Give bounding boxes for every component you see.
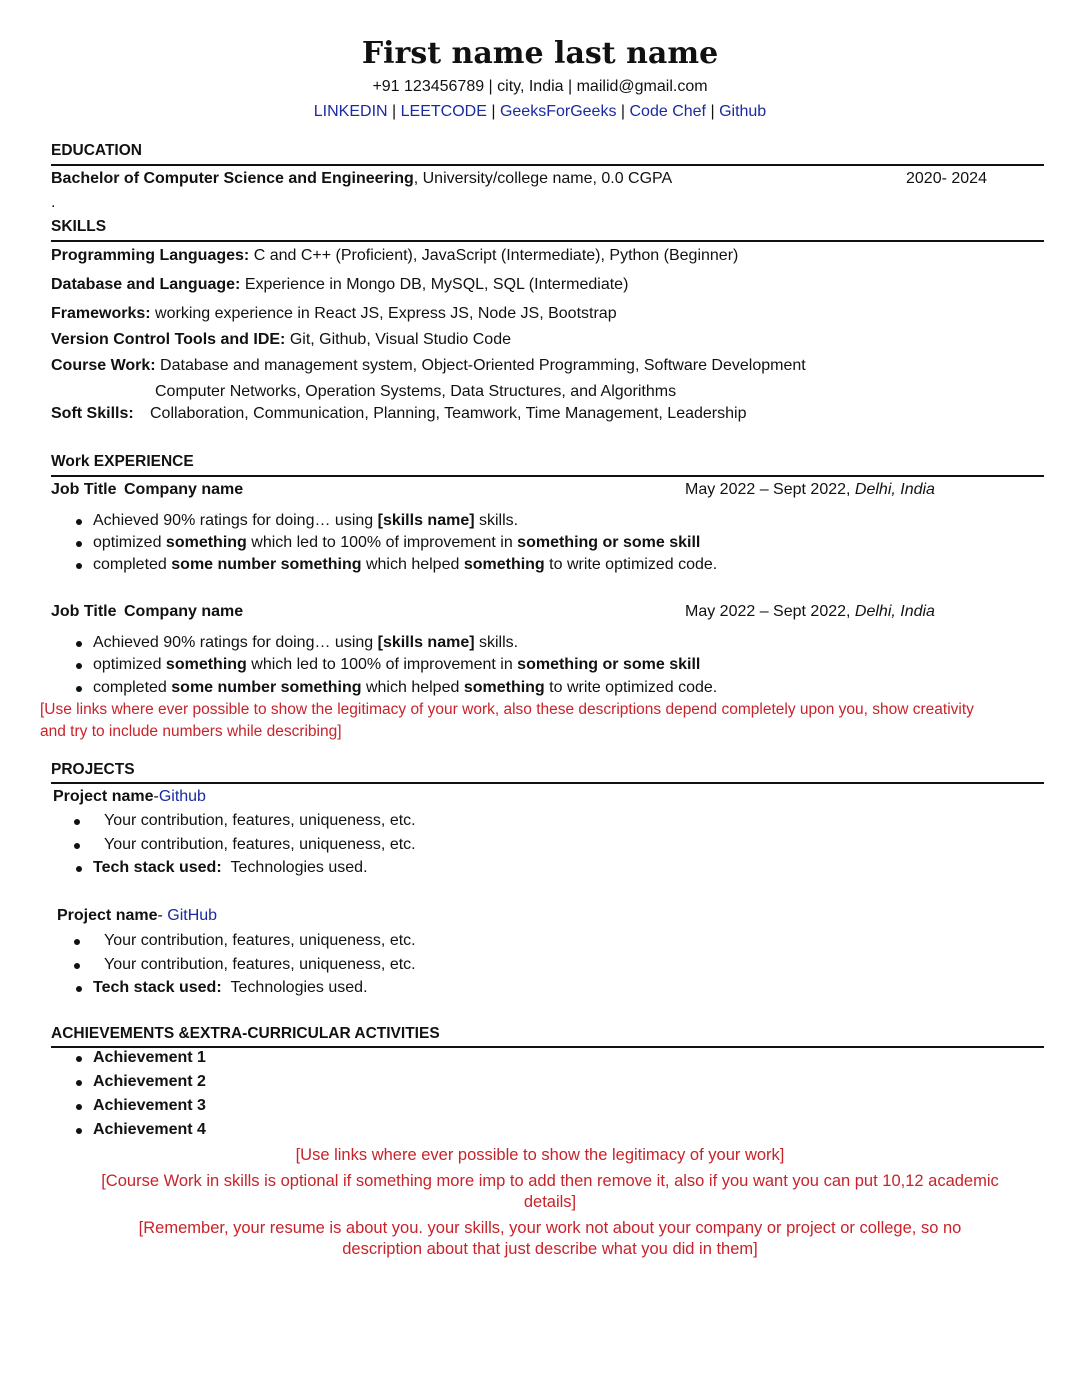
tech-stack-label: Tech stack used: [93,859,222,876]
bullet-bold: [skills name] [377,634,475,651]
company-name: Company name [124,603,244,620]
skill-label: Soft Skills: [51,405,134,422]
bullet-icon [76,1080,82,1086]
experience-note-line-2: and try to include numbers while describing] [40,723,342,740]
project-link-prefix: - [157,907,168,924]
skill-label: Version Control Tools and IDE: [51,331,286,348]
skill-value: Experience in Mongo DB, MySQL, SQL (Intermediate) [240,276,629,293]
job-title: Job Title [51,603,117,620]
note-coursework: [Course Work in skills is optional if something more imp to add then remove it, also if you want you can put 10,12 academic details] [101,1172,999,1211]
job-bullet [93,634,518,652]
job-title: Job Title [51,481,117,498]
github-link[interactable]: Github [719,103,767,120]
geeksforgeeks-link[interactable]: GeeksForGeeks [499,103,617,120]
section-divider [51,240,1044,242]
skill-line-database [51,276,628,294]
skill-value: Database and management system, Object-Oriented Programming, Software Development [155,357,806,374]
job-location: Delhi, India [854,481,935,498]
bullet-text: to write optimized code. [544,679,718,696]
bullet-text: completed [93,679,172,696]
bullet-bold: some number something [171,556,362,573]
skill-line-soft-value: Collaboration, Communication, Planning, Teamwork, Time Management, Leadership [150,405,747,422]
project-link-prefix: - [153,788,159,805]
achievement-item: Achievement 2 [93,1073,206,1090]
degree-detail: , University/college name, 0.0 CGPA [413,170,673,187]
tech-stack-value: Technologies used. [230,859,368,876]
contact-line: +91 123456789 | city, India | mailid@gmail.com [372,78,708,95]
bullet-text: optimized [93,534,166,551]
project-title [53,788,206,806]
bullet-bold: [skills name] [377,512,475,529]
link-separator: | [620,103,626,120]
skill-label: Database and Language: [51,276,241,293]
experience-note-line-1: [Use links where ever possible to show the legitimacy of your work, also these descriptions depend completely upon you, show creativity [40,701,974,718]
stray-dot: . [51,194,56,211]
experience-heading: Work EXPERIENCE [51,453,194,470]
bullet-bold: something [463,679,545,696]
skill-value: working experience in React JS, Express JS, Node JS, Bootstrap [150,305,617,322]
section-divider [51,782,1044,784]
achievements-heading: ACHIEVEMENTS &EXTRA-CURRICULAR ACTIVITIES [51,1025,440,1042]
job-dates [685,481,935,499]
section-divider [51,1046,1044,1048]
bullet-icon [76,541,82,547]
skills-heading: SKILLS [51,218,107,235]
education-years: 2020- 2024 [906,170,987,187]
company-name: Company name [124,481,244,498]
skill-line-soft-label [51,405,134,423]
skill-label: Frameworks: [51,305,151,322]
job-bullet [93,656,700,674]
education-entry [51,170,672,188]
bullet-bold: something [165,656,247,673]
bullet-text: which helped [361,679,464,696]
section-divider [51,475,1044,477]
bullet-icon [74,843,80,849]
project-name: Project name [57,907,158,924]
bullet-bold: something [463,556,545,573]
job-location: Delhi, India [854,603,935,620]
codechef-link[interactable]: Code Chef [629,103,706,120]
bullet-text: Achieved 90% ratings for doing… using [93,634,378,651]
bullet-text: optimized [93,656,166,673]
bullet-icon [76,986,82,992]
bullet-bold: something or some skill [517,534,701,551]
project-tech-stack [93,859,368,877]
bullet-icon [76,641,82,647]
project-github-link[interactable]: GitHub [167,907,218,924]
job-date-range: May 2022 – Sept 2022, [685,481,855,498]
project-tech-stack [93,979,368,997]
bullet-icon [76,1128,82,1134]
bullet-text: which led to 100% of improvement in [246,534,518,551]
bullet-icon [74,963,80,969]
job-dates [685,603,935,621]
project-github-link[interactable]: Github [158,788,206,805]
project-name: Project name [53,788,154,805]
candidate-name: First name last name [361,36,719,71]
bullet-icon [76,563,82,569]
degree-name: Bachelor of Computer Science and Engineering [51,170,414,187]
profile-links [0,103,1080,121]
note-about-you: [Remember, your resume is about you. your skills, your work not about your company or project or college, so no description about that just describe what you did in them] [138,1219,962,1258]
bullet-icon [76,519,82,525]
bullet-text: Achieved 90% ratings for doing… using [93,512,378,529]
bullet-icon [76,1056,82,1062]
link-separator: | [710,103,715,120]
skill-label: Programming Languages: [51,247,250,264]
bullet-bold: something [165,534,247,551]
link-separator: | [392,103,397,120]
job-bullet [93,534,700,552]
achievement-item: Achievement 3 [93,1097,206,1114]
skill-line-coursework [51,357,806,375]
tech-stack-label: Tech stack used: [93,979,222,996]
linkedin-link[interactable]: LINKEDIN [313,103,388,120]
achievement-item: Achievement 4 [93,1121,206,1138]
bullet-text: skills. [474,512,519,529]
skill-label: Course Work: [51,357,156,374]
education-heading: EDUCATION [51,142,142,159]
bullet-text: which helped [361,556,464,573]
bullet-text: which led to 100% of improvement in [246,656,518,673]
skill-line-frameworks [51,305,617,323]
skill-line-coursework-cont: Computer Networks, Operation Systems, Data Structures, and Algorithms [155,383,677,400]
skill-line-programming [51,247,738,265]
projects-heading: PROJECTS [51,761,135,778]
bullet-text: skills. [474,634,519,651]
skill-value: C and C++ (Proficient), JavaScript (Intermediate), Python (Beginner) [249,247,739,264]
note-links: [Use links where ever possible to show the legitimacy of your work] [295,1146,785,1164]
link-separator: | [491,103,496,120]
bullet-icon [74,939,80,945]
project-title [57,907,217,925]
tech-stack-value: Technologies used. [230,979,368,996]
bullet-text: completed [93,556,172,573]
job-bullet [93,556,717,574]
bullet-bold: some number something [171,679,362,696]
project-bullet: Your contribution, features, uniqueness, etc. [104,956,416,973]
skill-line-version-control [51,331,511,349]
project-bullet: Your contribution, features, uniqueness, etc. [104,812,416,829]
section-divider [51,164,1044,166]
bullet-icon [76,866,82,872]
bullet-bold: something or some skill [517,656,701,673]
bullet-icon [76,663,82,669]
job-bullet [93,512,518,530]
job-bullet [93,679,717,697]
bullet-icon [74,819,80,825]
bullet-text: to write optimized code. [544,556,718,573]
job-date-range: May 2022 – Sept 2022, [685,603,855,620]
bullet-icon [76,1104,82,1110]
leetcode-link[interactable]: LEETCODE [400,103,487,120]
achievement-item: Achievement 1 [93,1049,206,1066]
bullet-icon [76,686,82,692]
project-bullet: Your contribution, features, uniqueness, etc. [104,932,416,949]
skill-value: Git, Github, Visual Studio Code [285,331,511,348]
project-bullet: Your contribution, features, uniqueness, etc. [104,836,416,853]
